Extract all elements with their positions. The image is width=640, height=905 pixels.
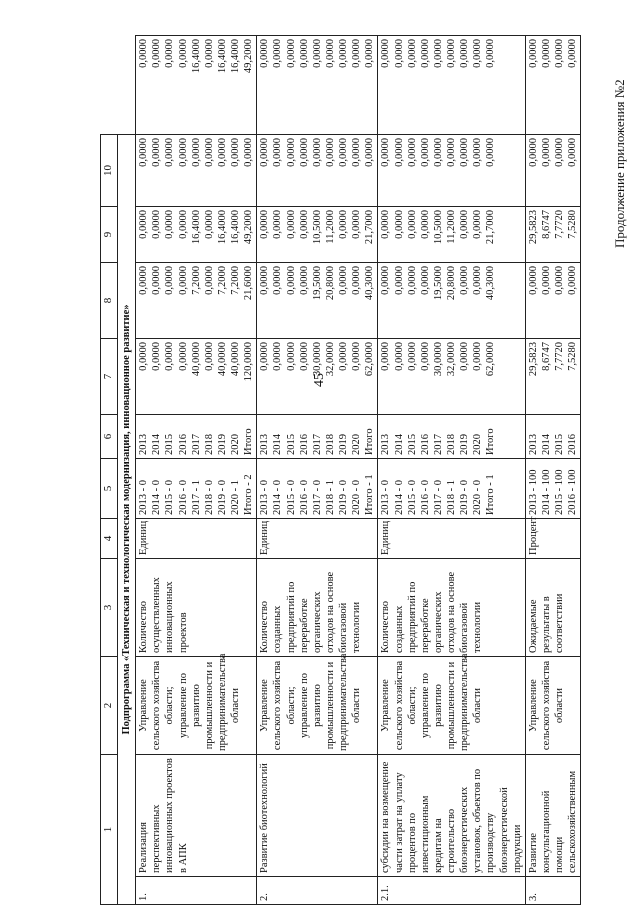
cell-line: 0,0000	[311, 39, 323, 68]
cell-line: 0,0000	[527, 39, 539, 68]
cell-name: субсидии на возмещение части затрат на уплату процентов по инвестиционным кредитам на строительство биоэнергетических установок, объектов по производству биоэнергетической продукции	[378, 755, 525, 877]
cell-line: 10,5000	[311, 210, 323, 245]
cell-line: 40,3000	[364, 266, 376, 301]
cell-line: 0,0000	[406, 39, 418, 68]
cell-plan	[378, 459, 525, 519]
cell-c7	[257, 263, 378, 339]
header-col-9: 9	[101, 207, 118, 263]
cell-line: 2016	[177, 434, 189, 455]
cell-line: 2015	[406, 434, 418, 455]
cell-line: 0,0000	[311, 138, 323, 167]
cell-line: 0,0000	[380, 138, 392, 167]
cell-line: 7,2000	[190, 266, 202, 295]
cell-line: 0,0000	[338, 138, 349, 167]
cell-line: 2017 - 1	[190, 480, 202, 515]
header-col-10: 10	[101, 135, 118, 207]
header-col-7: 7	[101, 339, 118, 415]
cell-line: 2018 - 0	[203, 480, 215, 515]
cell-line: 0,0000	[472, 39, 484, 68]
cell-line: 0,0000	[432, 138, 444, 167]
cell-line: 10,5000	[432, 210, 444, 245]
cell-line: 0,0000	[472, 266, 484, 295]
header-col-5: 5	[101, 459, 118, 519]
table-row	[378, 36, 525, 905]
cell-line: 7,2000	[230, 266, 241, 295]
cell-line: 2015	[554, 434, 565, 455]
cell-line: 0,0000	[203, 210, 215, 239]
cell-line: Итого - 1	[485, 474, 497, 515]
cell-name: Развитие биотехнологий	[257, 755, 378, 877]
cell-c10	[378, 36, 525, 135]
cell-unit: Единиц	[136, 519, 257, 559]
cell-c8	[525, 207, 581, 263]
cell-line: 8,6747	[540, 342, 552, 371]
cell-indicator: Количество созданных предприятий по переработке органических отходов на основе биогазовой технологии	[257, 559, 378, 657]
cell-line: 0,0000	[393, 138, 405, 167]
cell-unit: Процент	[525, 519, 581, 559]
cell-line: 2020 - 1	[230, 480, 241, 515]
cell-line: 0,0000	[406, 342, 418, 371]
cell-line: 0,0000	[554, 138, 565, 167]
cell-line: 30,0000	[432, 342, 444, 377]
cell-line: 2018	[324, 434, 336, 455]
cell-line: 2013 - 0	[138, 480, 150, 515]
cell-line: 0,0000	[472, 138, 484, 167]
cell-line: 2019 - 0	[216, 480, 228, 515]
cell-line: 0,0000	[151, 342, 163, 371]
budget-table	[100, 35, 581, 905]
table-body	[136, 36, 581, 905]
cell-line: 0,0000	[406, 210, 418, 239]
cell-line: 2019 - 0	[338, 480, 349, 515]
cell-line: 2013 - 0	[380, 480, 392, 515]
cell-name: Реализация перспективных инновационных проектов в АПК	[136, 755, 257, 877]
cell-line: 7,5280	[567, 210, 579, 239]
page-number: 45	[312, 373, 327, 387]
cell-line: 0,0000	[324, 39, 336, 68]
cell-c7	[378, 263, 525, 339]
cell-executor: Управление сельского хозяйства области; управление по развитию промышленности и предпринимательства области	[136, 657, 257, 755]
cell-line: 0,0000	[272, 138, 284, 167]
cell-c8	[257, 207, 378, 263]
cell-line: 0,0000	[554, 39, 565, 68]
cell-line: 0,0000	[393, 210, 405, 239]
table-row	[525, 36, 581, 905]
cell-line: 0,0000	[472, 342, 484, 371]
cell-line: 0,0000	[138, 210, 150, 239]
cell-line: Итого	[364, 428, 376, 455]
cell-line: 49,2000	[243, 210, 255, 245]
cell-line: 2017	[432, 434, 444, 455]
cell-line: 2015 - 0	[285, 480, 297, 515]
cell-line: 0,0000	[285, 39, 297, 68]
cell-num: 3.	[525, 877, 581, 905]
cell-line: 2019	[459, 434, 471, 455]
cell-line: 0,0000	[419, 342, 431, 371]
cell-line: 2018	[446, 434, 457, 455]
cell-line: 0,0000	[203, 39, 215, 68]
cell-line: 2016	[419, 434, 431, 455]
cell-line: 16,4000	[230, 210, 241, 245]
table-row	[257, 36, 378, 905]
cell-line: 32,0000	[446, 342, 457, 377]
cell-c6	[378, 339, 525, 415]
cell-c8	[136, 207, 257, 263]
cell-line: 0,0000	[472, 210, 484, 239]
cell-line: 0,0000	[177, 342, 189, 371]
cell-line: 0,0000	[338, 342, 349, 371]
document-title: Продолжение приложения №2	[612, 79, 627, 248]
cell-line: 40,3000	[485, 266, 497, 301]
cell-line: 0,0000	[567, 39, 579, 68]
cell-line: 0,0000	[351, 138, 363, 167]
cell-line: 0,0000	[272, 39, 284, 68]
cell-line: 21,7000	[485, 210, 497, 245]
cell-line: 0,0000	[351, 342, 363, 371]
cell-line: 21,6000	[243, 266, 255, 301]
cell-line: 2019 - 0	[459, 480, 471, 515]
cell-line: 8,6747	[540, 210, 552, 239]
cell-line: 0,0000	[259, 39, 271, 68]
cell-line: 2017	[311, 434, 323, 455]
cell-c7	[525, 263, 581, 339]
cell-line: 40,0000	[230, 342, 241, 377]
cell-line: 2016	[567, 434, 579, 455]
cell-line: 20,8000	[324, 266, 336, 301]
cell-line: 2014 - 0	[272, 480, 284, 515]
header-col-6: 6	[101, 415, 118, 459]
cell-years	[378, 415, 525, 459]
cell-line: 2020	[230, 434, 241, 455]
cell-indicator: Количество созданных предприятий по переработке органических отходов на основе биогазовой технологии	[378, 559, 525, 657]
cell-c9	[136, 135, 257, 207]
cell-line: 20,8000	[446, 266, 457, 301]
cell-line: 30,0000	[311, 342, 323, 377]
cell-executor: Управление сельского хозяйства области; управление по развитию промышленности и предпринимательства области	[378, 657, 525, 755]
cell-line: 2016 - 0	[419, 480, 431, 515]
cell-line: 120,0000	[243, 342, 255, 382]
cell-line: 7,7720	[554, 210, 565, 239]
cell-line: 29,5823	[527, 342, 539, 377]
cell-line: 0,0000	[351, 210, 363, 239]
cell-line: 2013 - 100	[527, 469, 539, 515]
cell-line: 2014	[540, 434, 552, 455]
cell-line: 0,0000	[151, 210, 163, 239]
cell-line: 16,4000	[190, 39, 202, 74]
rotated-table-area	[100, 30, 579, 905]
cell-line: Итого - 2	[243, 474, 255, 515]
cell-line: 2016	[298, 434, 310, 455]
cell-line: 0,0000	[138, 266, 150, 295]
cell-c10	[525, 36, 581, 135]
cell-line: 0,0000	[406, 138, 418, 167]
cell-c6	[257, 339, 378, 415]
cell-plan	[136, 459, 257, 519]
cell-line: 0,0000	[164, 210, 176, 239]
cell-line: 29,5823	[527, 210, 539, 245]
cell-line: 0,0000	[380, 39, 392, 68]
cell-line: 2013	[380, 434, 392, 455]
cell-line: 16,4000	[230, 39, 241, 74]
cell-line: 0,0000	[164, 342, 176, 371]
cell-line: 0,0000	[459, 210, 471, 239]
section-row	[118, 36, 136, 905]
cell-c7	[136, 263, 257, 339]
cell-line: 0,0000	[419, 266, 431, 295]
cell-line: 0,0000	[272, 210, 284, 239]
cell-line: 0,0000	[419, 138, 431, 167]
cell-name: Развитие консультационной помощи сельскохозяйственным	[525, 755, 581, 877]
cell-line: 7,2000	[216, 266, 228, 295]
cell-line: 16,4000	[216, 39, 228, 74]
cell-line: 2016 - 0	[298, 480, 310, 515]
cell-line: 0,0000	[177, 138, 189, 167]
cell-line: 0,0000	[459, 138, 471, 167]
cell-line: 0,0000	[177, 39, 189, 68]
cell-line: 0,0000	[164, 266, 176, 295]
cell-line: 0,0000	[285, 266, 297, 295]
cell-line: 2020	[351, 434, 363, 455]
cell-line: 7,7720	[554, 342, 565, 371]
cell-line: 0,0000	[203, 138, 215, 167]
cell-line: 0,0000	[351, 39, 363, 68]
cell-line: 0,0000	[338, 39, 349, 68]
cell-line: 0,0000	[393, 266, 405, 295]
cell-line: 0,0000	[298, 342, 310, 371]
cell-line: 2019	[216, 434, 228, 455]
cell-line: 0,0000	[151, 39, 163, 68]
cell-line: 40,0000	[190, 342, 202, 377]
cell-line: 0,0000	[380, 342, 392, 371]
cell-line: 0,0000	[164, 138, 176, 167]
cell-line: 0,0000	[338, 266, 349, 295]
cell-line: 2014	[151, 434, 163, 455]
cell-line: 2014 - 100	[540, 469, 552, 515]
cell-executor: Управление сельского хозяйства области	[525, 657, 581, 755]
cell-line: 16,4000	[190, 210, 202, 245]
cell-line: 40,0000	[216, 342, 228, 377]
cell-num: 2.	[257, 877, 378, 905]
header-col-4: 4	[101, 519, 118, 559]
cell-line: 7,5280	[567, 342, 579, 371]
cell-line: 2013	[259, 434, 271, 455]
cell-line: 0,0000	[216, 138, 228, 167]
cell-unit: Единиц	[378, 519, 525, 559]
cell-executor: Управление сельского хозяйства области; управление по развитию промышленности и предпринимательства области	[257, 657, 378, 755]
cell-line: 0,0000	[419, 39, 431, 68]
cell-line: 0,0000	[177, 266, 189, 295]
cell-line: 0,0000	[364, 138, 376, 167]
cell-line: 0,0000	[527, 266, 539, 295]
cell-line: 0,0000	[380, 266, 392, 295]
cell-line: 0,0000	[203, 342, 215, 371]
cell-line: 0,0000	[138, 138, 150, 167]
cell-line: 32,0000	[324, 342, 336, 377]
cell-line: 0,0000	[446, 138, 457, 167]
cell-line: 0,0000	[567, 266, 579, 295]
cell-line: 0,0000	[432, 39, 444, 68]
cell-line: 0,0000	[393, 342, 405, 371]
cell-unit: Единиц	[257, 519, 378, 559]
cell-line: 2017 - 0	[432, 480, 444, 515]
cell-line: 0,0000	[164, 39, 176, 68]
cell-line: 2016 - 0	[177, 480, 189, 515]
cell-line: 0,0000	[459, 342, 471, 371]
cell-line: 2020	[472, 434, 484, 455]
cell-line: 0,0000	[364, 39, 376, 68]
cell-line: 62,0000	[485, 342, 497, 377]
cell-line: 0,0000	[527, 138, 539, 167]
cell-line: 16,4000	[216, 210, 228, 245]
cell-line: 2014 - 0	[151, 480, 163, 515]
cell-line: 2019	[338, 434, 349, 455]
cell-line: 0,0000	[203, 266, 215, 295]
cell-line: 0,0000	[338, 210, 349, 239]
cell-c6	[136, 339, 257, 415]
cell-line: 0,0000	[540, 39, 552, 68]
cell-line: 2018 - 1	[324, 480, 336, 515]
cell-num: 1.	[136, 877, 257, 905]
cell-line: 11,2000	[324, 210, 336, 244]
cell-line: 0,0000	[380, 210, 392, 239]
cell-line: 0,0000	[567, 138, 579, 167]
cell-line: 0,0000	[243, 138, 255, 167]
cell-line: 2018 - 1	[446, 480, 457, 515]
cell-line: 0,0000	[324, 138, 336, 167]
cell-line: 0,0000	[190, 138, 202, 167]
cell-line: 0,0000	[151, 138, 163, 167]
cell-line: 2015 - 0	[406, 480, 418, 515]
cell-line: 0,0000	[406, 266, 418, 295]
cell-line: 0,0000	[459, 266, 471, 295]
cell-c10	[257, 36, 378, 135]
cell-line: 0,0000	[272, 342, 284, 371]
cell-line: 0,0000	[285, 138, 297, 167]
cell-line: 0,0000	[485, 138, 497, 167]
cell-plan	[257, 459, 378, 519]
cell-c9	[378, 135, 525, 207]
section-title: Подпрограмма «Техническая и технологическая модернизация, инновационное развитие»	[118, 135, 136, 905]
cell-line: 49,2000	[243, 39, 255, 74]
header-row	[101, 36, 118, 905]
cell-line: 62,0000	[364, 342, 376, 377]
cell-line: 2014	[393, 434, 405, 455]
cell-indicator: Количество осуществленных инновационных проектов	[136, 559, 257, 657]
cell-c10	[136, 36, 257, 135]
cell-line: 2020 - 0	[472, 480, 484, 515]
table-row	[136, 36, 257, 905]
cell-line: 0,0000	[259, 138, 271, 167]
cell-line: 2018	[203, 434, 215, 455]
cell-line: 2015	[285, 434, 297, 455]
cell-line: 0,0000	[285, 210, 297, 239]
cell-line: 0,0000	[393, 39, 405, 68]
cell-num: 2.1.	[378, 877, 525, 905]
header-col-3: 3	[101, 559, 118, 657]
cell-line: 2015	[164, 434, 176, 455]
cell-line: 0,0000	[259, 342, 271, 371]
cell-line: 2013	[138, 434, 150, 455]
cell-line: 2015 - 0	[164, 480, 176, 515]
cell-line: 0,0000	[419, 210, 431, 239]
cell-line: 2016 - 100	[567, 469, 579, 515]
cell-c9	[525, 135, 581, 207]
cell-line: 0,0000	[285, 342, 297, 371]
cell-c8	[378, 207, 525, 263]
cell-line: 0,0000	[151, 266, 163, 295]
cell-line: 0,0000	[138, 39, 150, 68]
cell-plan	[525, 459, 581, 519]
cell-line: 0,0000	[230, 138, 241, 167]
cell-line: 0,0000	[485, 39, 497, 68]
cell-line: 2015 - 100	[554, 469, 565, 515]
cell-line: 2013 - 0	[259, 480, 271, 515]
cell-line: 0,0000	[298, 210, 310, 239]
cell-line: 11,2000	[446, 210, 457, 244]
cell-c6	[525, 339, 581, 415]
cell-line: 0,0000	[298, 138, 310, 167]
cell-years	[257, 415, 378, 459]
cell-line: 2020 - 0	[351, 480, 363, 515]
cell-line: 21,7000	[364, 210, 376, 245]
cell-line: 0,0000	[259, 266, 271, 295]
cell-line: 19,5000	[311, 266, 323, 301]
cell-line: Итого	[485, 428, 497, 455]
cell-line: 2014 - 0	[393, 480, 405, 515]
header-col-8: 8	[101, 263, 118, 339]
cell-c9	[257, 135, 378, 207]
header-col-2: 2	[101, 657, 118, 755]
cell-years	[136, 415, 257, 459]
cell-line: 2017	[190, 434, 202, 455]
cell-line: 0,0000	[540, 266, 552, 295]
cell-years	[525, 415, 581, 459]
cell-line: 0,0000	[540, 138, 552, 167]
cell-line: 0,0000	[298, 39, 310, 68]
cell-line: 19,5000	[432, 266, 444, 301]
cell-line: Итого - 1	[364, 474, 376, 515]
cell-line: 2014	[272, 434, 284, 455]
cell-line: 0,0000	[259, 210, 271, 239]
cell-line: 0,0000	[298, 266, 310, 295]
cell-line: Итого	[243, 428, 255, 455]
cell-indicator: Ожидаемые результаты в соответствии	[525, 559, 581, 657]
cell-line: 0,0000	[351, 266, 363, 295]
cell-line: 0,0000	[177, 210, 189, 239]
cell-line: 0,0000	[554, 266, 565, 295]
cell-line: 0,0000	[272, 266, 284, 295]
cell-line: 2013	[527, 434, 539, 455]
cell-line: 0,0000	[138, 342, 150, 371]
cell-line: 0,0000	[459, 39, 471, 68]
cell-line: 0,0000	[446, 39, 457, 68]
header-col-1: 1	[101, 755, 118, 905]
cell-line: 2017 - 0	[311, 480, 323, 515]
